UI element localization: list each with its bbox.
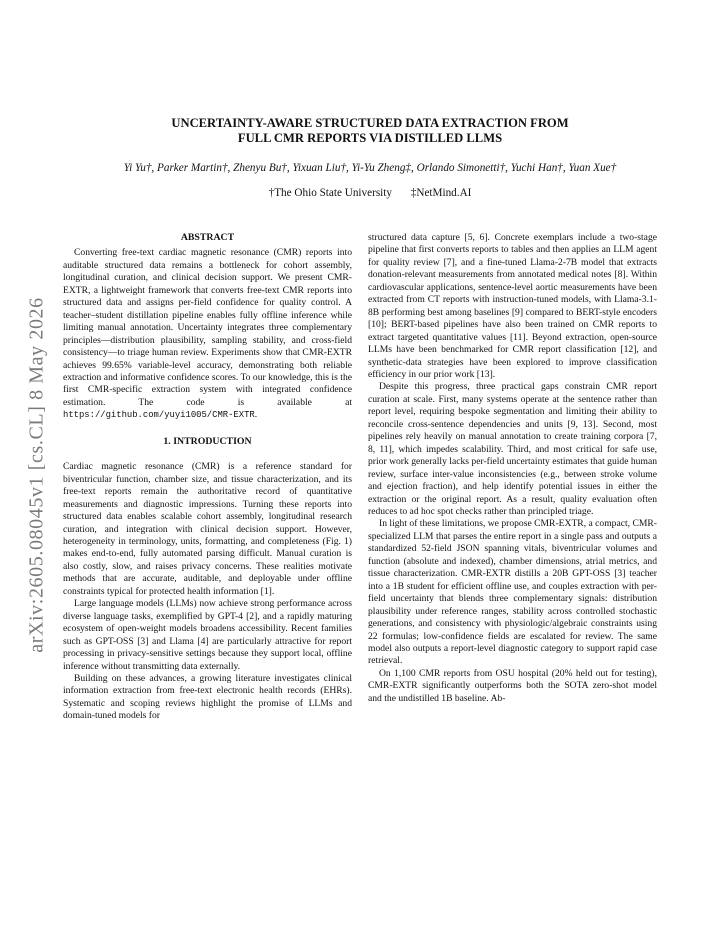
title-line-1: UNCERTAINTY-AWARE STRUCTURED DATA EXTRACTION FROM bbox=[171, 116, 569, 130]
title-line-2: FULL CMR REPORTS VIA DISTILLED LLMS bbox=[237, 131, 503, 145]
affiliation-netmind: ‡NetMind.AI bbox=[410, 187, 472, 199]
author-list: Yi Yu†, Parker Martin†, Zhenyu Bu†, Yixuan Liu†, Yi-Yu Zheng‡, Orlando Simonetti†, Yuchi Han†, Yuan Xue† bbox=[123, 162, 617, 174]
right-paragraph-4: On 1,100 CMR reports from OSU hospital (20% held out for testing), CMR-EXTR significantly outperforms both the SOTA zero-shot model and the undistilled 1B baseline. Ab- bbox=[368, 667, 657, 704]
affiliations bbox=[60, 187, 680, 199]
abstract-heading: ABSTRACT bbox=[180, 232, 235, 243]
abstract-text: Converting free-text cardiac magnetic resonance (CMR) reports into auditable structured data remains a bottleneck for cohort assembly, longitudinal curation, and clinical decision support. We present CMR-EXTR, a lightweight framework that converts free-text CMR reports into structured data and assigns per-field confidence for quality control. A teacher–student distillation pipeline enables fully offline inference while limiting manual annotation. Uncertainty integrates three complementary principles—distribution plausibility, sampling stability, and cross-field consistency—to triage human review. Experiments show that CMR-EXTR achieves 99.65% variable-level accuracy, demonstrating both reliable extraction and informative confidence scores. To our knowledge, this is the first CMR-specific extraction system with integrated confidence estimation. The code is available at bbox=[63, 247, 352, 408]
abstract-paragraph bbox=[63, 247, 352, 421]
paper-title bbox=[90, 116, 650, 146]
affiliation-osu: †The Ohio State University bbox=[268, 187, 392, 199]
right-paragraph-1: structured data capture [5, 6]. Concrete exemplars include a two-stage pipeline that first converts reports to tables and then applies an LLM agent for quality review [7], and a fine-tuned Llama-2-7B model that extracts donation-relevant measurements from annotated medical notes [8]. Within cardiovascular applications, sentence-level aortic measurements have been extracted from CT reports with instruction-tuned models, with Llama-3.1-8B performing best among baselines [9] compared to BERT-style encoders [10]; BERT-based pipelines have also been trained on CMR reports to extract targeted quantitative values [11]. Beyond extraction, open-source LLMs have been benchmarked for CMR report classification [12], and synthetic-data strategies have been explored to improve classification efficiency in our prior work [13]. bbox=[368, 232, 657, 380]
arxiv-stamp-text: arXiv:2605.08045v1 [cs.CL] 8 May 2026 bbox=[25, 297, 48, 653]
right-paragraph-3: In light of these limitations, we propose CMR-EXTR, a compact, CMR-specialized LLM that parses the entire report in a single pass and outputs a standardized 52-field JSON spanning vitals, biventricular volumes and function (absolute and indexed), chamber dimensions, atrial metrics, and tissue characterization. CMR-EXTR distills a 20B GPT-OSS [3] teacher into a 1B student for efficient offline use, and couples extraction with per-field uncertainty that blends three complementary signals: distribution plausibility under reference ranges, stability across controlled stochastic generations, and consistency with physiologic/algebraic constraints using 22 formulas; low-confidence fields are escalated for review. The same model also outputs a report-level diagnostic category to support rapid case retrieval. bbox=[368, 518, 657, 667]
abstract-suffix: . bbox=[254, 409, 258, 421]
right-column bbox=[368, 232, 657, 705]
intro-paragraph-1: Cardiac magnetic resonance (CMR) is a reference standard for biventricular function, chamber size, and tissue characterization, and its free-text reports remain the authoritative record of quantitative measurements and diagnostic impressions. Turning these reports into structured data enables scalable cohort assembly, longitudinal research curation, and integration with clinical decision support. However, heterogeneity in terminology, units, formatting, and completeness (Fig. 1) makes end-to-end, fully automated parsing difficult. Manual curation is also costly, slow, and raises privacy concerns. These realities motivate methods that are accurate, auditable, and deployable under offline constraints typical for protected health information [1]. bbox=[63, 461, 352, 597]
arxiv-stamp bbox=[22, 240, 52, 710]
intro-heading: 1. INTRODUCTION bbox=[163, 435, 252, 447]
intro-paragraph-3: Building on these advances, a growing literature investigates clinical information extraction from free-text electronic health records (EHRs). Systematic and scoping reviews highlight the promise of LLMs and domain-tuned models for bbox=[63, 672, 352, 722]
left-column bbox=[63, 232, 352, 723]
code-link[interactable]: https://github.com/yuyi1005/CMR-EXTR bbox=[63, 410, 255, 421]
right-paragraph-2: Despite this progress, three practical gaps constrain CMR report curation at scale. First, many systems operate at the sentence rather than report level, requiring bespoke segmentation and limiting their ability to reconcile cross-sentence dependencies and units [9, 13]. Second, most pipelines rely heavily on manual annotation to create training corpora [7, 8, 11], which impedes scalability. Third, and most critical for safe use, prior work generally lacks per-field uncertainty estimates that guide human review, surface inter-value inconsistencies (e.g., between stroke volume and ejection fraction), and help identify potential issues in either the extraction or the original report. As a result, quality evaluation often reduces to ad hoc spot checks rather than principled triage. bbox=[368, 381, 657, 517]
intro-paragraph-2: Large language models (LLMs) now achieve strong performance across diverse language tasks, exemplified by GPT-4 [2], and a rapidly maturing ecosystem of open-weight models broadens accessibility. Recent families such as GPT-OSS [3] and Llama [4] are particularly attractive for report processing in privacy-sensitive settings because they support local, offline inference without transmitting data externally. bbox=[63, 598, 352, 672]
